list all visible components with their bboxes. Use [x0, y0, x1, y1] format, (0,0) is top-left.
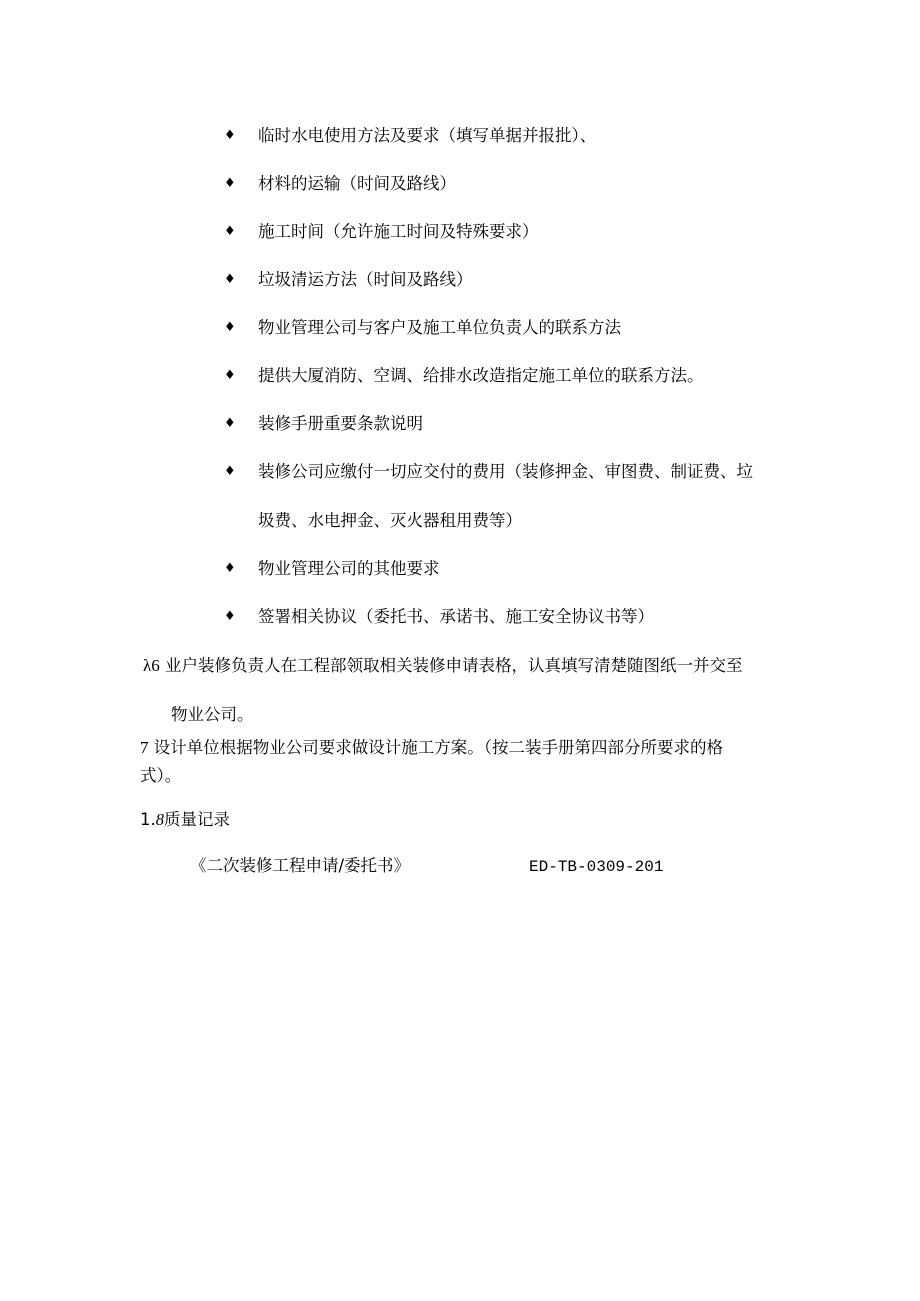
diamond-bullet-icon: ♦ [224, 320, 236, 335]
step-6-text: 业户装修负责人在工程部领取相关装修申请表格，认真填写清楚随图纸一并交至 [165, 656, 743, 675]
list-item-text: 装修手册重要条款说明 [258, 414, 423, 433]
section-number-prefix: 1. [140, 810, 156, 829]
list-item-continuation: 圾费、水电押金、灭火器租用费等） [258, 511, 522, 530]
step-7-paragraph [140, 738, 723, 758]
step-6-paragraph [143, 656, 743, 676]
record-code: ED-TB-0309-201 [529, 858, 664, 876]
list-item-text: 临时水电使用方法及要求（填写单据并报批）、 [258, 126, 597, 145]
step-6-prefix: λ6 [143, 656, 160, 675]
diamond-bullet-icon: ♦ [224, 224, 236, 239]
diamond-bullet-icon: ♦ [224, 272, 236, 287]
step-6-continuation: 物业公司。 [171, 705, 254, 724]
record-name: 《二次装修工程申请/委托书》 [190, 856, 411, 875]
diamond-bullet-icon: ♦ [224, 609, 236, 624]
diamond-bullet-icon: ♦ [224, 128, 236, 143]
list-item-text: 施工时间（允许施工时间及特殊要求） [258, 222, 539, 241]
step-7-number: 7 [140, 738, 149, 757]
diamond-bullet-icon: ♦ [224, 561, 236, 576]
list-item-text: 物业管理公司的其他要求 [258, 559, 440, 578]
step-7-continuation: 式）。 [140, 766, 182, 785]
step-7-text: 设计单位根据物业公司要求做设计施工方案。（按二装手册第四部分所要求的格 [153, 738, 723, 757]
list-item-text: 提供大厦消防、空调、给排水改造指定施工单位的联系方法。 [258, 366, 704, 385]
section-title: 质量记录 [164, 810, 230, 829]
list-item-text: 签署相关协议（委托书、承诺书、施工安全协议书等） [258, 607, 654, 626]
list-item-text: 垃圾清运方法（时间及路线） [258, 270, 473, 289]
list-item-text: 物业管理公司与客户及施工单位负责人的联系方法 [258, 318, 621, 337]
diamond-bullet-icon: ♦ [224, 368, 236, 383]
list-item-text: 装修公司应缴付一切应交付的费用（装修押金、审图费、制证费、垃 [258, 462, 753, 481]
list-item-text: 材料的运输（时间及路线） [258, 174, 456, 193]
section-number-suffix: 8 [155, 810, 164, 829]
diamond-bullet-icon: ♦ [224, 176, 236, 191]
section-heading [140, 810, 230, 830]
diamond-bullet-icon: ♦ [224, 416, 236, 431]
diamond-bullet-icon: ♦ [224, 464, 236, 479]
